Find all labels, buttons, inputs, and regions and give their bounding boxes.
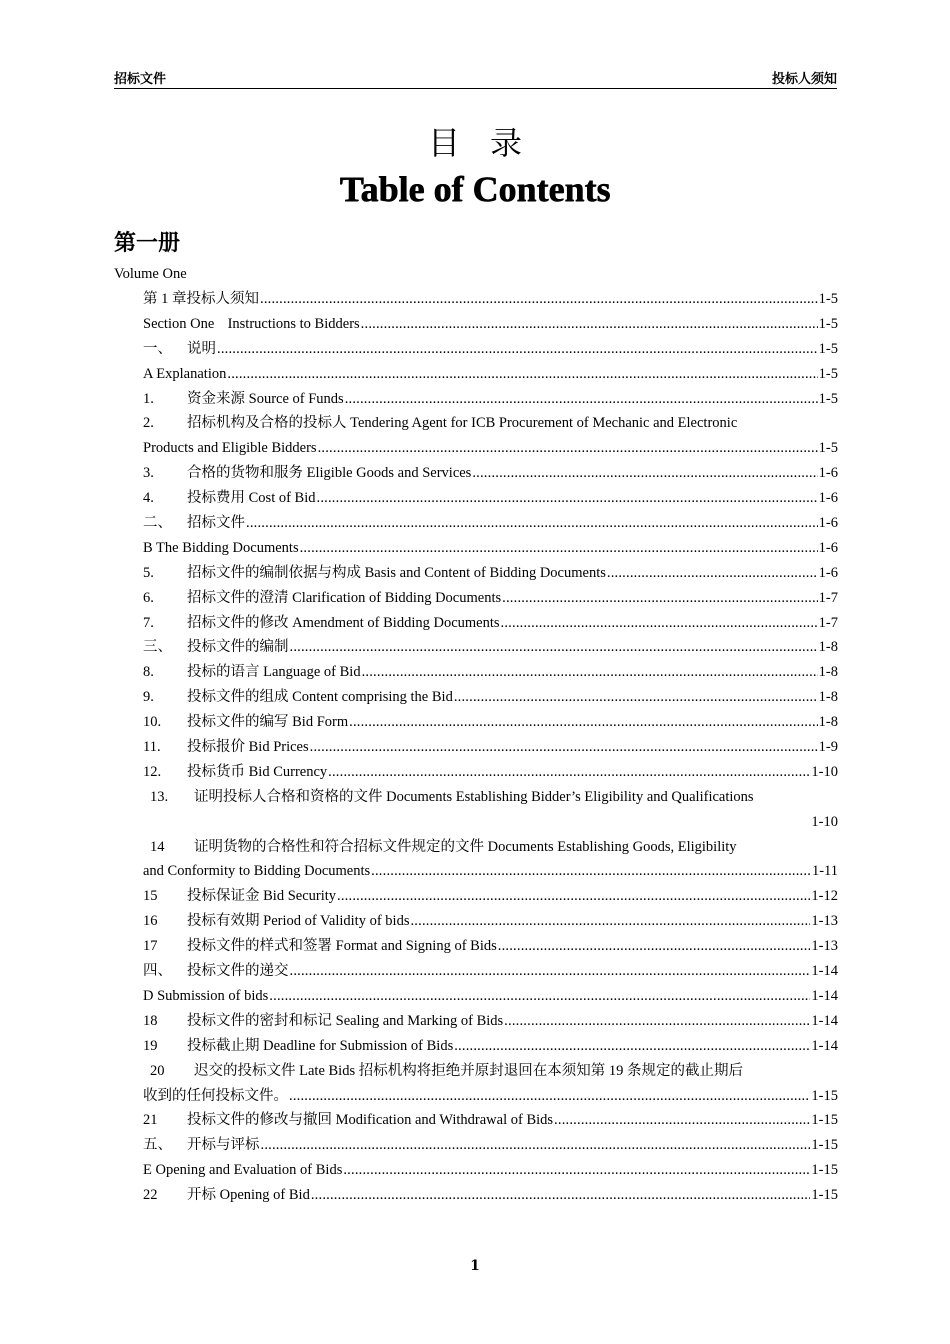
toc-entry[interactable] — [143, 486, 838, 511]
toc-entry-page: 1-14 — [811, 1037, 838, 1054]
toc-entry-number: 11. — [143, 739, 161, 756]
toc-entry[interactable] — [143, 312, 838, 337]
toc-entry-text: 招标文件的澄清 Clarification of Bidding Documents — [187, 589, 502, 606]
toc-entry-text: 证明投标人合格和资格的文件 Documents Establishing Bidder’s Eligibility and Qualifications — [194, 788, 754, 805]
toc-entry[interactable] — [143, 461, 838, 486]
dot-leader — [269, 984, 810, 1009]
toc-entry-number: 3. — [143, 465, 154, 482]
dot-leader — [361, 312, 818, 337]
dot-leader — [371, 859, 811, 884]
toc-entry-text: E Opening and Evaluation of Bids — [143, 1162, 343, 1179]
toc-entry-page: 1-5 — [818, 340, 838, 357]
dot-leader — [554, 1108, 810, 1133]
toc-entry-number: 10. — [143, 714, 162, 731]
toc-entry-page: 1-6 — [818, 465, 838, 482]
toc-entry-continuation[interactable] — [143, 859, 838, 884]
toc-entry[interactable] — [143, 586, 838, 611]
toc-entry[interactable] — [143, 984, 838, 1009]
dot-leader — [337, 884, 810, 909]
toc-entry-page: 1-14 — [811, 1012, 838, 1029]
toc-entry-text: 投标费用 Cost of Bid — [187, 490, 316, 507]
toc-entry-text: 开标 Opening of Bid — [187, 1187, 310, 1204]
toc-entry[interactable] — [143, 411, 838, 436]
toc-entry-text: Products and Eligible Bidders — [143, 440, 317, 457]
toc-entry-number: 12. — [143, 763, 162, 780]
toc-entry[interactable] — [143, 1108, 838, 1133]
toc-entry-text: Instructions to Bidders — [227, 315, 360, 332]
toc-entry-page: 1-15 — [811, 1187, 838, 1204]
dot-leader — [260, 287, 818, 312]
page-number: 1 — [470, 1258, 480, 1274]
toc-entry[interactable] — [143, 835, 838, 860]
toc-entry-page: 1-6 — [818, 490, 838, 507]
toc-entry[interactable] — [143, 1183, 838, 1208]
toc-entry-text: 说明 — [187, 340, 216, 357]
title-english: Table of Contents — [339, 169, 611, 209]
toc-entry[interactable] — [143, 710, 838, 735]
toc-entry[interactable] — [143, 1133, 838, 1158]
toc-entry-page: 1-8 — [818, 689, 838, 706]
toc-entry-page: 1-15 — [811, 1137, 838, 1154]
toc-entry-page: 1-5 — [818, 390, 838, 407]
toc-entry-number: 21 — [143, 1112, 158, 1129]
toc-entry-page: 1-5 — [818, 440, 838, 457]
toc-entry-page: 1-10 — [811, 763, 838, 780]
dot-leader — [217, 337, 818, 362]
toc-entry[interactable] — [143, 735, 838, 760]
toc-entry-page: 1-15 — [811, 1087, 838, 1104]
toc-entry[interactable] — [143, 785, 838, 810]
toc-entry-number: 5. — [143, 564, 154, 581]
toc-entry-text: 开标与评标 — [187, 1137, 260, 1154]
toc-entry-number: 一、 — [143, 340, 172, 357]
toc-entry[interactable] — [143, 884, 838, 909]
toc-entry-page: 1-5 — [818, 365, 838, 382]
toc-entry-number: 16 — [143, 913, 158, 930]
dot-leader — [472, 461, 817, 486]
volume-heading-chinese: 第一册 — [114, 231, 181, 256]
toc-entry-text: 证明货物的合格性和符合招标文件规定的文件 Documents Establishing Goods, Eligibility — [194, 838, 737, 855]
running-header — [114, 66, 837, 89]
toc-entry[interactable] — [143, 1009, 838, 1034]
toc-entry-text: 投标文件的递交 — [187, 963, 289, 980]
dot-leader — [410, 909, 810, 934]
toc-entry-number: 四、 — [143, 963, 172, 980]
toc-entry[interactable] — [143, 760, 838, 785]
dot-leader — [501, 611, 818, 636]
toc-entry-text: 投标报价 Bid Prices — [187, 739, 309, 756]
toc-entry-number: 二、 — [143, 515, 172, 532]
toc-entry-text: 投标的语言 Language of Bid — [187, 664, 361, 681]
dot-leader — [311, 1183, 811, 1208]
toc-entry-page: 1-7 — [818, 614, 838, 631]
toc-entry-number: 三、 — [143, 639, 172, 656]
toc-entry-page: 1-14 — [811, 963, 838, 980]
toc-entry[interactable] — [143, 1158, 838, 1183]
toc-entry-page: 1-13 — [811, 913, 838, 930]
toc-entry[interactable] — [143, 1034, 838, 1059]
toc-entry-page: 1-6 — [818, 564, 838, 581]
toc-entry-number: 4. — [143, 490, 154, 507]
dot-leader — [454, 1034, 810, 1059]
toc-entry-page: 1-6 — [818, 515, 838, 532]
dot-leader — [498, 934, 811, 959]
toc-entry-page: 1-5 — [818, 291, 838, 307]
toc-entry-page: 1-15 — [811, 1112, 838, 1129]
toc-entry-continuation[interactable] — [143, 1084, 838, 1109]
toc-entry-text: 收到的任何投标文件。 — [143, 1087, 288, 1104]
toc-entry-text: 投标文件的组成 Content comprising the Bid — [187, 689, 453, 706]
toc-entry-number: 6. — [143, 589, 154, 606]
header-left: 招标文件 — [114, 72, 167, 87]
toc-entry-text: 迟交的投标文件 Late Bids 招标机构将拒绝并原封退回在本须知第 19 条规定的截止期后 — [194, 1062, 743, 1079]
toc-entry-text: 合格的货物和服务 Eligible Goods and Services — [187, 465, 472, 482]
toc-entry-page: 1-6 — [818, 539, 838, 556]
toc-entry-number: 20 — [150, 1062, 165, 1079]
table-of-contents — [143, 287, 838, 1208]
toc-entry-text: and Conformity to Bidding Documents — [143, 863, 371, 880]
dot-leader — [607, 561, 818, 586]
toc-entry-number: 7. — [143, 614, 154, 631]
toc-entry-text: 投标文件的样式和签署 Format and Signing of Bids — [187, 938, 497, 955]
toc-entry-number: 1. — [143, 390, 154, 407]
toc-entry-text: Section One — [143, 315, 215, 332]
toc-entry[interactable] — [143, 685, 838, 710]
toc-entry-number: 17 — [143, 938, 158, 955]
toc-entry-text: 第 1 章投标人须知 — [143, 291, 259, 307]
toc-entry-text: 投标文件的编制 — [187, 639, 289, 656]
toc-entry-text: 投标文件的密封和标记 Sealing and Marking of Bids — [187, 1012, 504, 1029]
volume-heading-english: Volume One — [114, 266, 187, 282]
toc-entry-text: 投标文件的修改与撤回 Modification and Withdrawal of Bids — [187, 1112, 554, 1129]
dot-leader — [227, 362, 817, 387]
toc-entry-text: 投标有效期 Period of Validity of bids — [187, 913, 410, 930]
toc-entry[interactable] — [143, 1059, 838, 1084]
toc-entry-text: B The Bidding Documents — [143, 539, 299, 556]
toc-entry[interactable] — [143, 611, 838, 636]
dot-leader — [317, 486, 818, 511]
dot-leader — [502, 586, 818, 611]
toc-entry[interactable] — [143, 536, 838, 561]
toc-entry-number: 9. — [143, 689, 154, 706]
dot-leader — [504, 1009, 810, 1034]
toc-entry-text: 招标文件 — [187, 515, 245, 532]
toc-entry[interactable] — [143, 511, 838, 536]
toc-entry-page: 1-10 — [811, 813, 838, 830]
dot-leader — [290, 635, 818, 660]
toc-entry[interactable] — [143, 362, 838, 387]
toc-entry-number: 14 — [150, 838, 165, 855]
toc-entry[interactable] — [143, 934, 838, 959]
toc-entry-page-line — [143, 810, 838, 835]
toc-entry-text: 投标截止期 Deadline for Submission of Bids — [187, 1037, 454, 1054]
toc-entry-page: 1-13 — [811, 938, 838, 955]
toc-entry-text: 招标文件的编制依据与构成 Basis and Content of Bidding Documents — [187, 564, 606, 581]
dot-leader — [290, 959, 811, 984]
toc-entry[interactable] — [143, 660, 838, 685]
toc-entry[interactable] — [143, 635, 838, 660]
toc-entry[interactable] — [143, 909, 838, 934]
toc-entry-number: 五、 — [143, 1137, 172, 1154]
toc-entry-number: 2. — [143, 415, 154, 432]
dot-leader — [328, 760, 810, 785]
dot-leader — [246, 511, 818, 536]
dot-leader — [261, 1133, 811, 1158]
toc-entry[interactable] — [143, 287, 838, 312]
toc-entry-number: 8. — [143, 664, 154, 681]
toc-entry-page: 1-8 — [818, 639, 838, 656]
toc-entry-text: 投标文件的编写 Bid Form — [187, 714, 349, 731]
toc-entry-number: 18 — [143, 1012, 158, 1029]
dot-leader — [343, 1158, 810, 1183]
toc-entry-number: 22 — [143, 1187, 158, 1204]
dot-leader — [345, 387, 818, 412]
dot-leader — [362, 660, 818, 685]
toc-entry-number: 15 — [143, 888, 158, 905]
toc-entry-number: 13. — [150, 788, 169, 805]
toc-entry[interactable] — [143, 959, 838, 984]
toc-entry-page: 1-15 — [811, 1162, 838, 1179]
dot-leader — [318, 436, 818, 461]
toc-entry-text: A Explanation — [143, 365, 227, 382]
toc-entry-page: 1-9 — [818, 739, 838, 756]
toc-entry-page: 1-8 — [818, 664, 838, 681]
toc-entry-page: 1-8 — [818, 714, 838, 731]
toc-entry[interactable] — [143, 561, 838, 586]
title-chinese: 目录 — [427, 124, 552, 162]
toc-entry-number: 19 — [143, 1037, 158, 1054]
dot-leader — [300, 536, 818, 561]
toc-entry-page: 1-14 — [811, 987, 838, 1004]
toc-entry-text: 招标机构及合格的投标人 Tendering Agent for ICB Procurement of Mechanic and Electronic — [187, 415, 738, 432]
toc-entry-text: 投标货币 Bid Currency — [187, 763, 328, 780]
dot-leader — [349, 710, 818, 735]
toc-entry-page: 1-12 — [811, 888, 838, 905]
dot-leader — [454, 685, 818, 710]
header-right: 投标人须知 — [771, 72, 837, 87]
toc-entry-page: 1-5 — [818, 315, 838, 332]
toc-entry-text: 投标保证金 Bid Security — [187, 888, 337, 905]
toc-entry-text: 资金来源 Source of Funds — [187, 390, 344, 407]
toc-entry-page: 1-7 — [818, 589, 838, 606]
toc-entry-continuation[interactable] — [143, 436, 838, 461]
toc-entry-text: D Submission of bids — [143, 987, 269, 1004]
toc-entry-page: 1-11 — [811, 863, 838, 880]
dot-leader — [289, 1084, 810, 1109]
dot-leader — [310, 735, 818, 760]
toc-entry[interactable] — [143, 387, 838, 412]
toc-entry[interactable] — [143, 337, 838, 362]
toc-entry-text: 招标文件的修改 Amendment of Bidding Documents — [187, 614, 500, 631]
